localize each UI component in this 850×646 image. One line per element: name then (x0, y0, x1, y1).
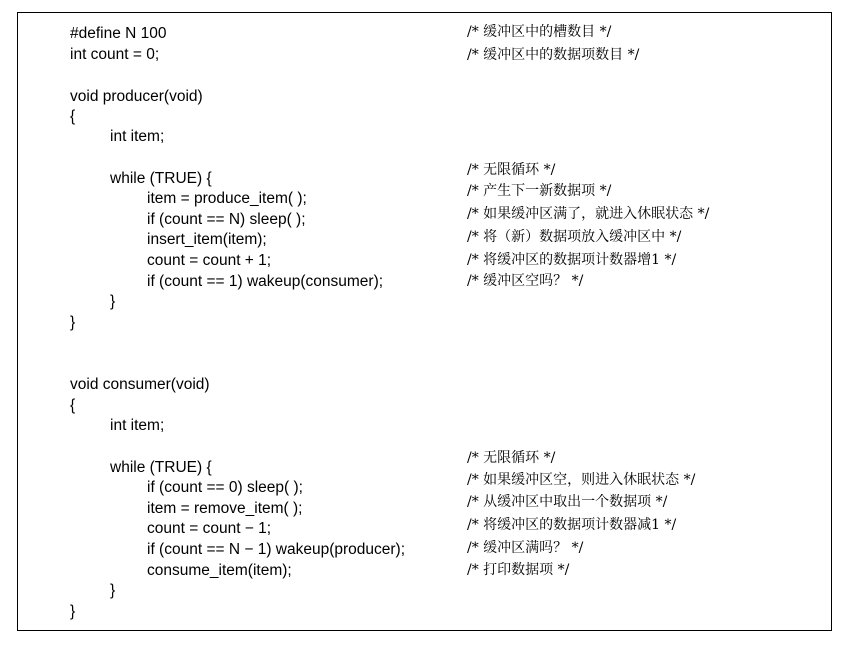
consumer-comment-decrement: /* 将缓冲区的数据项计数器减1 */ (467, 517, 677, 533)
consumer-body-line: if (count == 0) sleep( ); (147, 479, 303, 496)
producer-signature: void producer(void) (70, 88, 203, 105)
producer-while-close: } (110, 293, 116, 310)
consumer-close-brace: } (70, 603, 76, 620)
consumer-comment-loop: /* 无限循环 */ (467, 450, 556, 466)
producer-comment-sleep: /* 如果缓冲区满了，就进入休眠状态 */ (467, 206, 710, 222)
consumer-while-line: while (TRUE) { (110, 459, 212, 476)
consumer-body-line: count = count − 1; (147, 520, 272, 537)
define-comment: /* 缓冲区中的槽数目 */ (467, 24, 612, 40)
producer-body-line: if (count == 1) wakeup(consumer); (147, 273, 384, 290)
producer-body-line: item = produce_item( ); (147, 190, 307, 207)
consumer-item-declaration: int item; (110, 417, 165, 434)
producer-body-line: if (count == N) sleep( ); (147, 211, 306, 228)
consumer-signature: void consumer(void) (70, 376, 210, 393)
producer-open-brace: { (70, 108, 76, 125)
consumer-body-line: item = remove_item( ); (147, 500, 303, 517)
consumer-comment-full-check: /* 缓冲区满吗？ */ (467, 540, 584, 556)
consumer-open-brace: { (70, 397, 76, 414)
consumer-comment-print: /* 打印数据项 */ (467, 562, 570, 578)
producer-comment-produce: /* 产生下一新数据项 */ (467, 183, 612, 199)
consumer-while-close: } (110, 582, 116, 599)
producer-while-line: while (TRUE) { (110, 170, 212, 187)
producer-comment-empty-check: /* 缓冲区空吗？ */ (467, 273, 584, 289)
producer-item-declaration: int item; (110, 128, 165, 145)
define-line: #define N 100 (70, 25, 167, 42)
consumer-comment-remove: /* 从缓冲区中取出一个数据项 */ (467, 494, 668, 510)
producer-body-line: insert_item(item); (147, 231, 267, 248)
count-declaration: int count = 0; (70, 46, 160, 63)
producer-close-brace: } (70, 314, 76, 331)
count-comment: /* 缓冲区中的数据项数目 */ (467, 47, 640, 63)
consumer-comment-sleep: /* 如果缓冲区空，则进入休眠状态 */ (467, 472, 696, 488)
producer-body-line: count = count + 1; (147, 252, 272, 269)
producer-comment-increment: /* 将缓冲区的数据项计数器增1 */ (467, 252, 677, 268)
producer-comment-loop: /* 无限循环 */ (467, 162, 556, 178)
producer-comment-insert: /* 将（新）数据项放入缓冲区中 */ (467, 229, 682, 245)
consumer-body-line: consume_item(item); (147, 562, 292, 579)
consumer-body-line: if (count == N − 1) wakeup(producer); (147, 541, 406, 558)
